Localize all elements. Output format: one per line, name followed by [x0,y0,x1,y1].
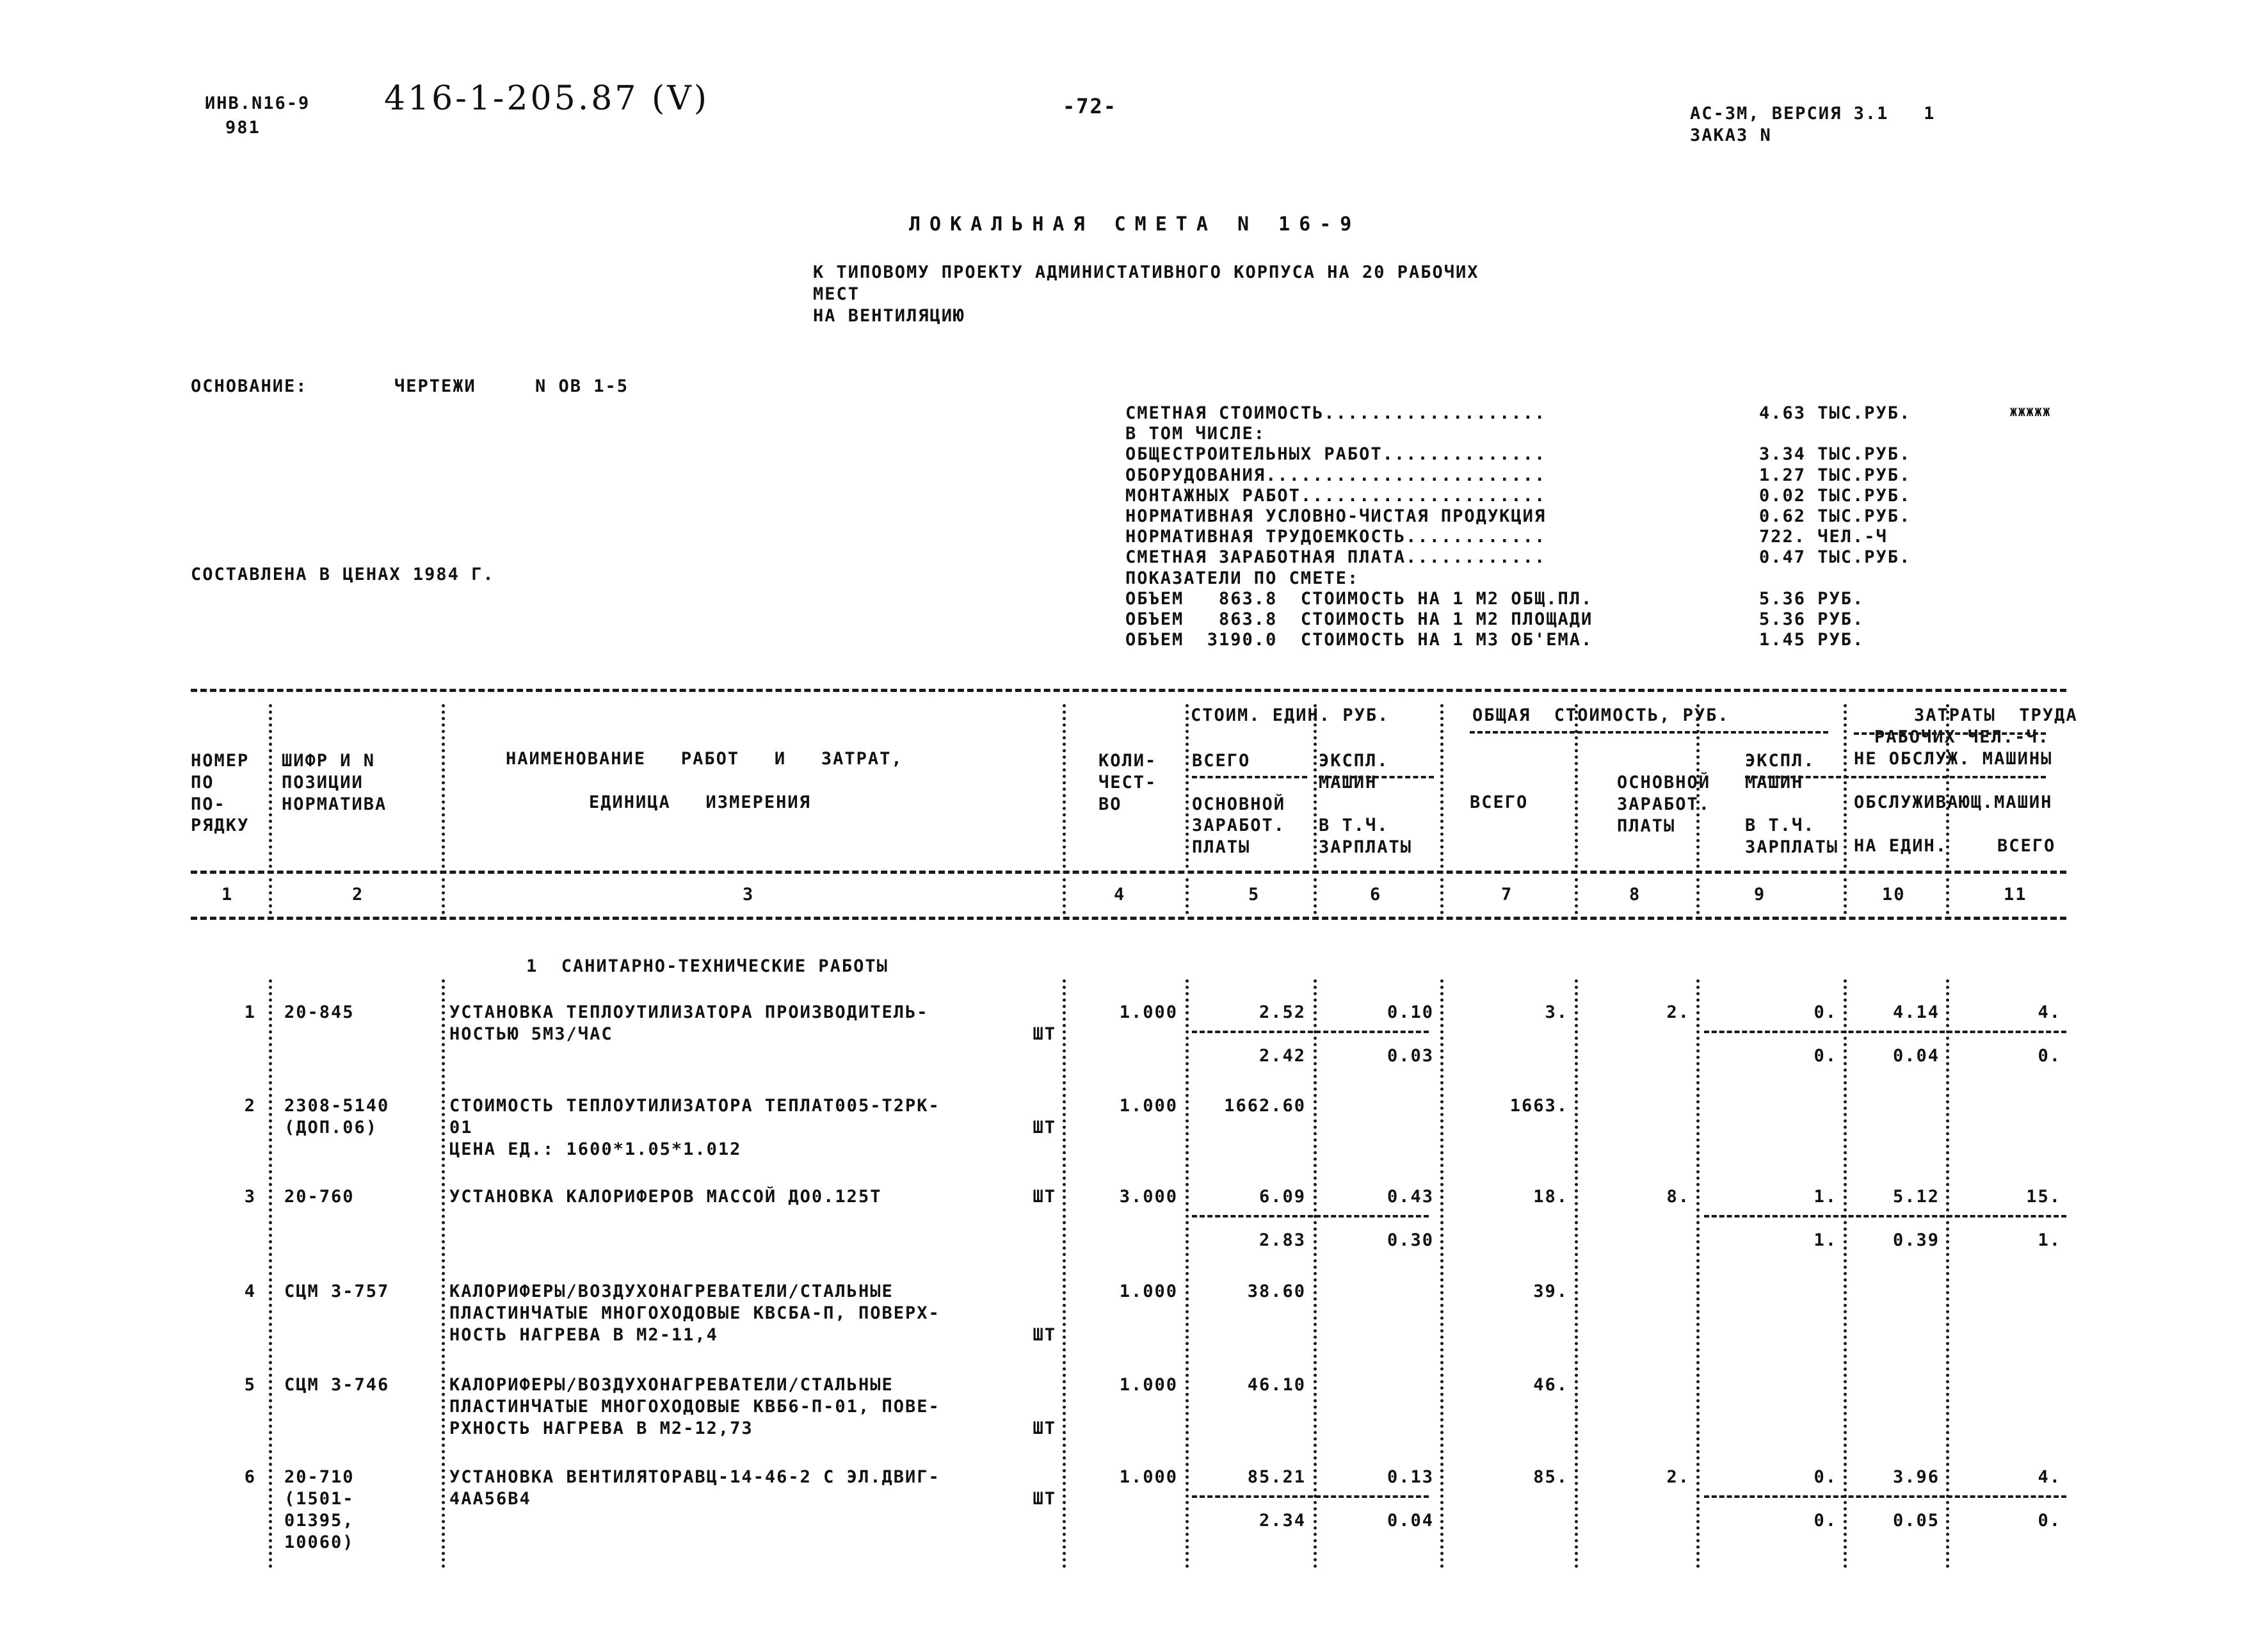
column-separator [1946,704,1949,868]
summary-label: НОРМАТИВНАЯ УСЛОВНО-ЧИСТАЯ ПРОДУКЦИЯ [1125,506,1547,526]
summary-label: НОРМАТИВНАЯ ТРУДОЕМКОСТЬ............ [1125,527,1547,547]
order-label: ЗАКАЗ N [1690,125,1772,145]
row-machine-salary: 0. [1814,1511,1837,1531]
column-separator [1314,878,1317,914]
row-unit: ШТ [1033,1187,1056,1207]
row-description: УСТАНОВКА ВЕНТИЛЯТОРАВЦ-14-46-2 С ЭЛ.ДВИГ- [449,1467,940,1487]
row-number: 3 [244,1187,256,1207]
row-total: 85. [1533,1467,1568,1487]
summary-value: 5.36 РУБ. [1759,588,1865,609]
summary-label: СМЕТНАЯ СТОИМОСТЬ................... [1125,403,1547,423]
labor-per-unit-header: НА ЕДИН. [1854,836,1948,856]
document-title: ЛОКАЛЬНАЯ СМЕТА N 16-9 [909,213,1361,236]
column-separator [1063,878,1066,914]
column-number: 3 [743,885,755,904]
col-machines-header: ЭКСПЛ. МАШИН В Т.Ч. ЗАРПЛАТЫ [1745,751,1839,857]
row-description: СТОИМОСТЬ ТЕПЛОУТИЛИЗАТОРА ТЕПЛАТ005-Т2РК- [449,1096,940,1116]
col-unit-machines-header: ЭКСПЛ. МАШИН В Т.Ч. ЗАРПЛАТЫ [1319,751,1413,857]
row-unit-cost: 85.21 [1247,1467,1306,1487]
row-number: 6 [244,1467,256,1487]
column-separator [1314,704,1317,868]
row-unit-cost: 1662.60 [1224,1096,1306,1116]
column-separator [1946,878,1949,914]
row-code: 20-710 [284,1467,355,1487]
col-name-header: НАИМЕНОВАНИЕ РАБОТ И ЗАТРАТ, [506,749,903,769]
column-separator [1575,878,1578,914]
row-quantity: 1.000 [1119,1096,1178,1116]
row-base-salary: 2. [1666,1467,1690,1487]
row-labor-machine-total: 0. [2038,1046,2061,1066]
header-sub-rule [1319,776,1434,778]
row-quantity: 1.000 [1119,1375,1178,1395]
row-labor-machine-per-unit: 0.39 [1892,1230,1940,1250]
row-code: 01395, [284,1511,355,1531]
row-labor-machine-total: 1. [2038,1230,2061,1250]
summary-mark: ЖЖЖЖЖ [2010,406,2052,419]
cell-sub-rule [1192,1215,1429,1218]
row-unit: ШТ [1033,1489,1056,1509]
row-description: КАЛОРИФЕРЫ/ВОЗДУХОНАГРЕВАТЕЛИ/СТАЛЬНЫЕ [449,1282,894,1301]
header-bottom-rule [191,871,2066,874]
column-separator [1186,979,1189,1568]
row-code: 10060) [284,1532,355,1552]
row-quantity: 3.000 [1119,1187,1178,1207]
row-code: (1501- [284,1489,355,1509]
row-unit-machines: 0.10 [1387,1002,1434,1022]
column-number: 9 [1754,885,1766,904]
basis-number: N ОВ 1-5 [535,376,629,396]
row-unit-machines: 0.43 [1387,1187,1434,1207]
summary-value: 0.62 ТЫС.РУБ. [1759,506,1911,526]
header-sub-rule [1854,732,2046,735]
column-number: 7 [1501,885,1513,904]
column-separator [1314,979,1317,1568]
summary-label: В ТОМ ЧИСЛЕ: [1125,424,1266,444]
row-description: 01 [449,1118,473,1138]
section-title: 1 САНИТАРНО-ТЕХНИЧЕСКИЕ РАБОТЫ [526,956,889,976]
column-separator [1575,704,1578,868]
column-number: 11 [2004,885,2027,904]
colnums-bottom-rule [191,917,2066,920]
column-separator [1696,979,1700,1568]
summary-value: 3.34 ТЫС.РУБ. [1759,444,1911,465]
summary-label: ОБОРУДОВАНИЯ........................ [1125,465,1547,485]
col-total-header: ВСЕГО [1470,792,1529,812]
summary-label: ОБЪЕМ 863.8 СТОИМОСТЬ НА 1 М2 ОБЩ.ПЛ. [1125,588,1593,609]
row-price-note: ЦЕНА ЕД.: 1600*1.05*1.012 [449,1139,742,1159]
column-number: 1 [221,885,234,904]
row-unit-salary: 2.34 [1259,1511,1306,1531]
column-separator [442,878,445,914]
row-labor-machine-per-unit: 0.04 [1892,1046,1940,1066]
row-code: 20-845 [284,1002,355,1022]
row-unit-salary: 2.83 [1259,1230,1306,1250]
column-separator [269,704,272,868]
column-number: 8 [1629,885,1641,904]
summary-value: 0.02 ТЫС.РУБ. [1759,485,1911,506]
col-unit-total-header: ВСЕГО ОСНОВНОЙ ЗАРАБОТ. ПЛАТЫ [1192,751,1286,857]
row-unit: ШТ [1033,1419,1056,1438]
row-labor-total: 4. [2038,1467,2061,1487]
row-machine-salary: 1. [1814,1230,1837,1250]
column-separator [1696,704,1700,868]
row-total: 18. [1533,1187,1568,1207]
row-base-salary: 2. [1666,1002,1690,1022]
labor-subheader-3: ОБСЛУЖИВАЮЩ.МАШИН [1854,792,2053,812]
row-labor-machine-total: 0. [2038,1511,2061,1531]
summary-value: 1.27 ТЫС.РУБ. [1759,465,1911,485]
summary-label: ОБЩЕСТРОИТЕЛЬНЫХ РАБОТ.............. [1125,444,1547,465]
col-row-number-header: НОМЕР ПО ПО- РЯДКУ [191,751,250,836]
labor-total-header: ВСЕГО [1997,836,2056,856]
row-description: 4АА56В4 [449,1489,531,1509]
cell-sub-rule [1192,1495,1429,1498]
row-labor-per-unit: 5.12 [1892,1187,1940,1207]
row-quantity: 1.000 [1119,1467,1178,1487]
column-separator [1844,979,1847,1568]
summary-value: 1.45 РУБ. [1759,630,1865,650]
row-number: 1 [244,1002,256,1022]
column-separator [1440,878,1444,914]
row-description: УСТАНОВКА ТЕПЛОУТИЛИЗАТОРА ПРОИЗВОДИТЕЛЬ- [449,1002,929,1022]
basis-label: ОСНОВАНИЕ: [191,376,308,396]
compiled-prices: СОСТАВЛЕНА В ЦЕНАХ 1984 Г. [191,565,495,584]
row-unit: ШТ [1033,1325,1056,1345]
handwritten-project-code: 416-1-205.87 (V) [384,79,710,118]
version-label: АС-3М, ВЕРСИЯ 3.1 1 [1690,104,1936,124]
row-machines: 1. [1814,1187,1837,1207]
row-machines: 0. [1814,1467,1837,1487]
summary-label: СМЕТНАЯ ЗАРАБОТНАЯ ПЛАТА............ [1125,547,1547,568]
row-base-salary: 8. [1666,1187,1690,1207]
row-unit-machine-salary: 0.04 [1387,1511,1434,1531]
title-line-1: К ТИПОВОМУ ПРОЕКТУ АДМИНИСТАТИВНОГО КОРПУСА НА 20 РАБОЧИХ [813,262,1479,282]
inventory-number: ИНВ.N16-9 [205,93,310,113]
column-separator [1946,979,1949,1568]
col-base-salary-header: ОСНОВНОЙ ЗАРАБОТ. ПЛАТЫ [1617,773,1711,836]
unit-cost-group-header: СТОИМ. ЕДИН. РУБ. [1191,705,1390,725]
row-total: 1663. [1509,1096,1568,1116]
column-separator [442,979,445,1568]
row-unit-machines: 0.13 [1387,1467,1434,1487]
cell-sub-rule [1192,1031,1429,1033]
summary-value: 722. ЧЕЛ.-Ч [1759,527,1888,547]
column-separator [442,704,445,868]
row-description: КАЛОРИФЕРЫ/ВОЗДУХОНАГРЕВАТЕЛИ/СТАЛЬНЫЕ [449,1375,894,1395]
inventory-number-suffix: 981 [225,118,261,138]
row-labor-total: 15. [2026,1187,2061,1207]
summary-label: ОБЪЕМ 3190.0 СТОИМОСТЬ НА 1 М3 ОБ'ЕМА. [1125,630,1593,650]
row-description: РХНОСТЬ НАГРЕВА В М2-12,73 [449,1419,753,1438]
column-separator [1844,704,1847,868]
column-separator [1440,979,1444,1568]
header-sub-rule [1192,776,1307,778]
row-number: 5 [244,1375,256,1395]
column-separator [1440,704,1444,868]
title-line-3: НА ВЕНТИЛЯЦИЮ [813,306,965,326]
row-labor-per-unit: 3.96 [1892,1467,1940,1487]
summary-value: 5.36 РУБ. [1759,609,1865,629]
row-total: 46. [1533,1375,1568,1395]
row-unit-cost: 38.60 [1247,1282,1306,1301]
row-total: 3. [1545,1002,1568,1022]
row-code: 2308-5140 [284,1096,390,1116]
column-number: 2 [352,885,364,904]
row-labor-per-unit: 4.14 [1892,1002,1940,1022]
cell-sub-rule [1704,1031,2066,1033]
summary-value: 0.47 ТЫС.РУБ. [1759,547,1911,568]
row-unit-salary: 2.42 [1259,1046,1306,1066]
summary-label: ПОКАЗАТЕЛИ ПО СМЕТЕ: [1125,568,1360,588]
title-line-2: МЕСТ [813,284,860,304]
row-unit-cost: 46.10 [1247,1375,1306,1395]
row-code: (ДОП.06) [284,1118,378,1138]
summary-value: 4.63 ТЫС.РУБ. [1759,403,1911,423]
column-number: 5 [1248,885,1260,904]
total-cost-group-header: ОБЩАЯ СТОИМОСТЬ, РУБ. [1472,705,1730,725]
row-number: 2 [244,1096,256,1116]
column-separator [1063,704,1066,868]
row-description: ПЛАСТИНЧАТЫЕ МНОГОХОДОВЫЕ КВБ6-П-01, ПОВЕ- [449,1397,940,1417]
row-description: НОСТЬ НАГРЕВА В М2-11,4 [449,1325,718,1345]
row-unit: ШТ [1033,1024,1056,1044]
row-unit-cost: 6.09 [1259,1187,1306,1207]
row-code: СЦМ 3-746 [284,1375,390,1395]
row-description: НОСТЬЮ 5М3/ЧАС [449,1024,613,1044]
row-quantity: 1.000 [1119,1282,1178,1301]
row-code: 20-760 [284,1187,355,1207]
labor-subheader-2: НЕ ОБСЛУЖ. МАШИНЫ [1854,749,2053,769]
column-separator [1844,878,1847,914]
header-sub-rule [1470,731,1828,734]
row-quantity: 1.000 [1119,1002,1178,1022]
labor-group-header: ЗАТРАТЫ ТРУДА [1914,705,2078,725]
column-separator [1186,704,1189,868]
row-total: 39. [1533,1282,1568,1301]
header-sub-rule [1745,776,2046,778]
column-number: 6 [1370,885,1382,904]
column-separator [1696,878,1700,914]
row-code: СЦМ 3-757 [284,1282,390,1301]
column-separator [1186,878,1189,914]
summary-label: МОНТАЖНЫХ РАБОТ..................... [1125,485,1547,506]
summary-label: ОБЪЕМ 863.8 СТОИМОСТЬ НА 1 М2 ПЛОЩАДИ [1125,609,1593,629]
row-unit-machine-salary: 0.03 [1387,1046,1434,1066]
page-number: -72- [1063,94,1118,118]
column-separator [1063,979,1066,1568]
row-labor-total: 4. [2038,1002,2061,1022]
row-labor-machine-per-unit: 0.05 [1892,1511,1940,1531]
row-machine-salary: 0. [1814,1046,1837,1066]
row-machines: 0. [1814,1002,1837,1022]
row-description: ПЛАСТИНЧАТЫЕ МНОГОХОДОВЫЕ КВСБА-П, ПОВЕРХ- [449,1303,940,1323]
basis-document: ЧЕРТЕЖИ [394,376,476,396]
column-separator [269,979,272,1568]
col-quantity-header: КОЛИ- ЧЕСТ- ВО [1098,751,1157,814]
row-number: 4 [244,1282,256,1301]
labor-subheader: РАБОЧИХ ЧЕЛ.-Ч. [1874,727,2050,747]
column-separator [1575,979,1578,1568]
column-number: 10 [1882,885,1906,904]
column-number: 4 [1114,885,1126,904]
row-unit-cost: 2.52 [1259,1002,1306,1022]
row-unit: ШТ [1033,1118,1056,1138]
col-unit-header: ЕДИНИЦА ИЗМЕРЕНИЯ [589,792,811,812]
cell-sub-rule [1704,1215,2066,1218]
cell-sub-rule [1704,1495,2066,1498]
col-code-header: ШИФР И N ПОЗИЦИИ НОРМАТИВА [282,751,387,814]
row-unit-machine-salary: 0.30 [1387,1230,1434,1250]
table-top-rule [191,689,2066,692]
column-separator [269,878,272,914]
row-description: УСТАНОВКА КАЛОРИФЕРОВ МАССОЙ ДО0.125Т [449,1187,882,1207]
